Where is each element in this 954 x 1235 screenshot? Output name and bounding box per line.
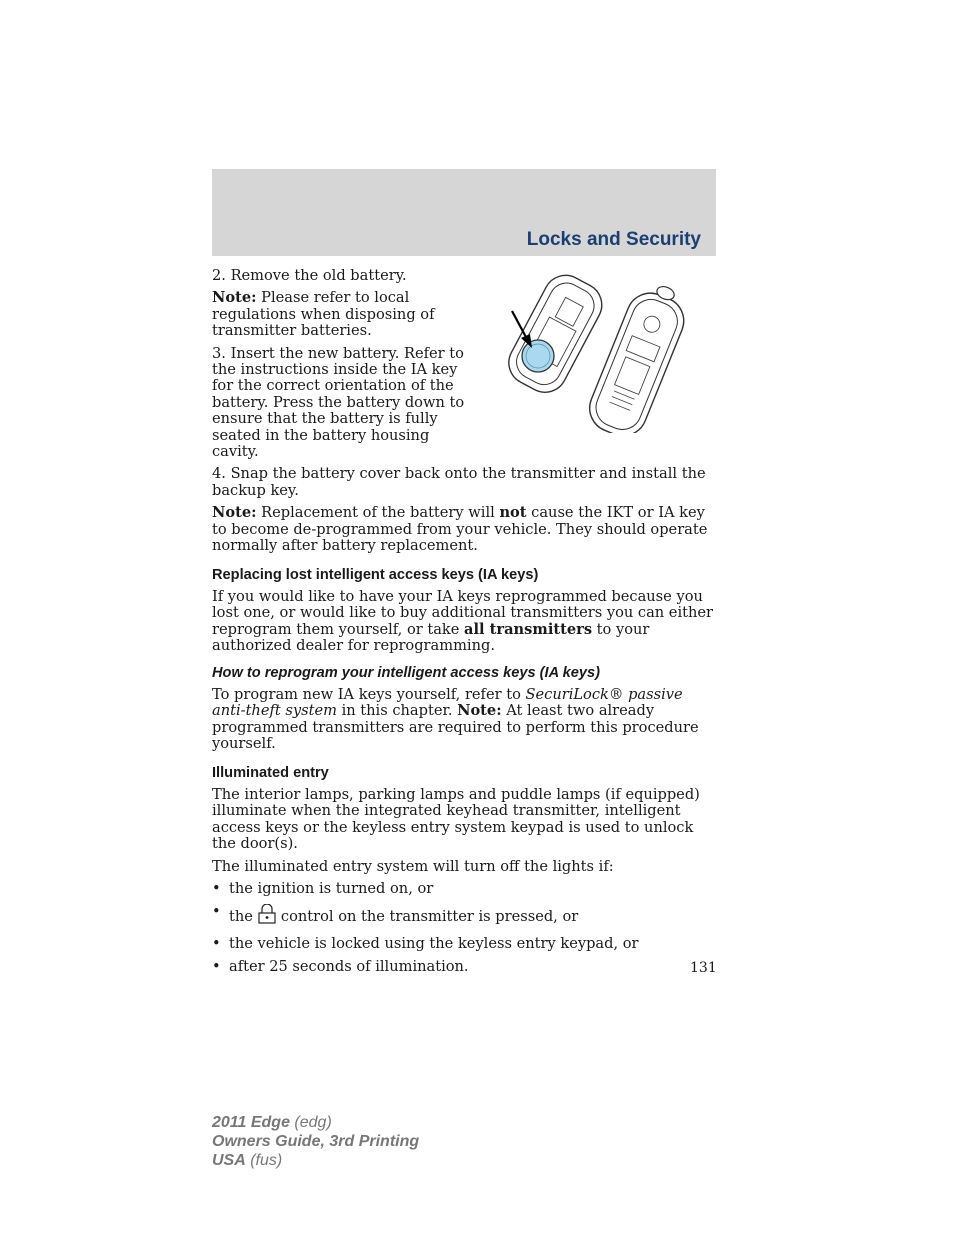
footer-model: 2011 Edge (edg): [212, 1114, 332, 1131]
note-replacement: Note: Replacement of the battery will not cause the IKT or IA key to become de-programmed from your vehicle. They should operate normally after battery replacement.: [212, 504, 708, 555]
section-title: Locks and Security: [526, 229, 701, 250]
paragraph-replacing-lost-keys: If you would like to have your IA keys reprogrammed because you lost one, or would like to buy additional transmitters you can either reprogram them yourself, or take all transmitters to your authorized dealer for reprogramming.: [212, 587, 713, 655]
list-item: • after 25 seconds of illumination.: [212, 958, 469, 976]
page-number: 131: [690, 960, 717, 976]
header-band: [212, 169, 716, 256]
list-item: • the ignition is turned on, or: [212, 880, 434, 897]
footer: [212, 1113, 419, 1170]
paragraph-reprogram-keys: To program new IA keys yourself, refer to SecuriLock® passive anti-theft system in this chapter. Note: At least two already programmed transmitters are required to perform this procedure yourself.: [212, 685, 699, 753]
list-item: • the vehicle is locked using the keyless entry keypad, or: [212, 934, 639, 952]
heading-illuminated-entry: Illuminated entry: [212, 764, 329, 781]
step-4: 4. Snap the battery cover back onto the transmitter and install the backup key.: [212, 465, 706, 499]
page-content: [212, 268, 718, 983]
heading-replacing-lost-keys: Replacing lost intelligent access keys (IA keys): [212, 566, 539, 583]
paragraph-illuminated-entry: The interior lamps, parking lamps and puddle lamps (if equipped) illuminate when the integrated keyhead transmitter, intelligent access keys or the keyless entry system keypad is used to unlock the door(s).: [212, 785, 700, 853]
note-disposal: Note: Please refer to local regulations when disposing of transmitter batteries.: [212, 289, 435, 340]
heading-reprogram-keys: How to reprogram your intelligent access keys (IA keys): [212, 664, 600, 681]
step-3: 3. Insert the new battery. Refer to the instructions inside the IA key for the correct orientation of the battery. Press the battery down to ensure that the battery is fully seated in the battery housing cavity.: [212, 344, 465, 461]
paragraph-turn-off-conditions: The illuminated entry system will turn off the lights if:: [212, 857, 614, 875]
footer-guide: Owners Guide, 3rd Printing: [212, 1133, 420, 1150]
step-2: 2. Remove the old battery.: [212, 267, 407, 284]
unlock-icon: [256, 904, 278, 928]
turn-off-conditions-list: [212, 881, 718, 976]
footer-region: USA (fus): [212, 1152, 283, 1169]
list-item: • the control on the transmitter is pressed, or: [212, 904, 718, 928]
